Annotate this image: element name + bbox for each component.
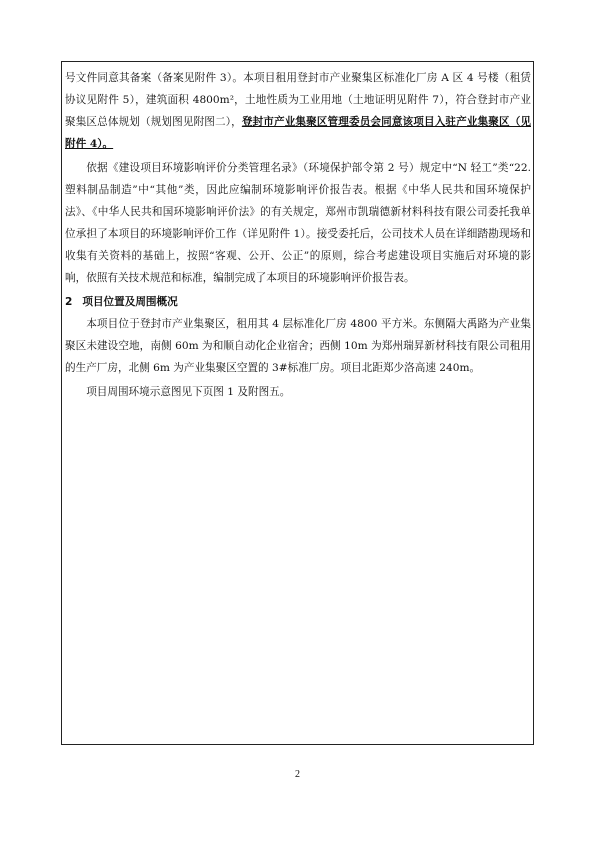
page-number: 2 (295, 769, 300, 780)
paragraph-filing-emphasis: 登封市产业集聚区管理委员会同意该项目入驻产业集聚区（见附件 4）。 (65, 116, 531, 150)
paragraph-filing (65, 67, 531, 155)
section-number: 2 (65, 296, 73, 308)
paragraph-figure-reference: 项目周围环境示意图见下页图 1 及附图五。 (86, 386, 291, 398)
paragraph-basis: 依据《建设项目环境影响评价分类管理名录》（环境保护部令第 2 号）规定中“N 轻工”类“22.塑料制品制造”中“其他”类，因此应编制环境影响评价报告表。根据《中华人民共和国环境保护法》、《中华人民共和国环境影响评价法》的有关规定，郑州市凯瑞德新材料科技有限公司委托我单位承担了本项目的环境影响评价工作（详见附件 1）。接受委托后，公司技术人员在详细踏勘现场和收集有关资料的基础上，按照“客观、公开、公正”的原则，综合考虑建设项目实施后对环境的影响，依照有关技术规范和标准，编制完成了本项目的环境影响评价报告表。 (65, 162, 531, 284)
paragraph-location: 本项目位于登封市产业集聚区，租用其 4 层标准化厂房 4800 平方米。东侧隔大禹路为产业集聚区未建设空地，南侧 60m 为和顺自动化企业宿舍；西侧 10m 为郑州瑞昇新材科技有限公司租用的生产厂房，北侧 6m 为产业集聚区空置的 3#标准厂房。项目北距郑少洛高速 240m。 (65, 318, 531, 374)
section-heading (65, 291, 531, 313)
document-body (65, 67, 531, 403)
paragraph-filing-text: 号文件同意其备案（备案见附件 3）。本项目租用登封市产业聚集区标准化厂房 A 区 4 号楼（租赁协议见附件 5），建筑面积 4800m²，土地性质为工业用地（土地证明见附件 7），符合登封市产业聚集区总体规划（规划图见附图二）， (65, 72, 531, 128)
section-title: 项目位置及周围概况 (82, 296, 178, 308)
